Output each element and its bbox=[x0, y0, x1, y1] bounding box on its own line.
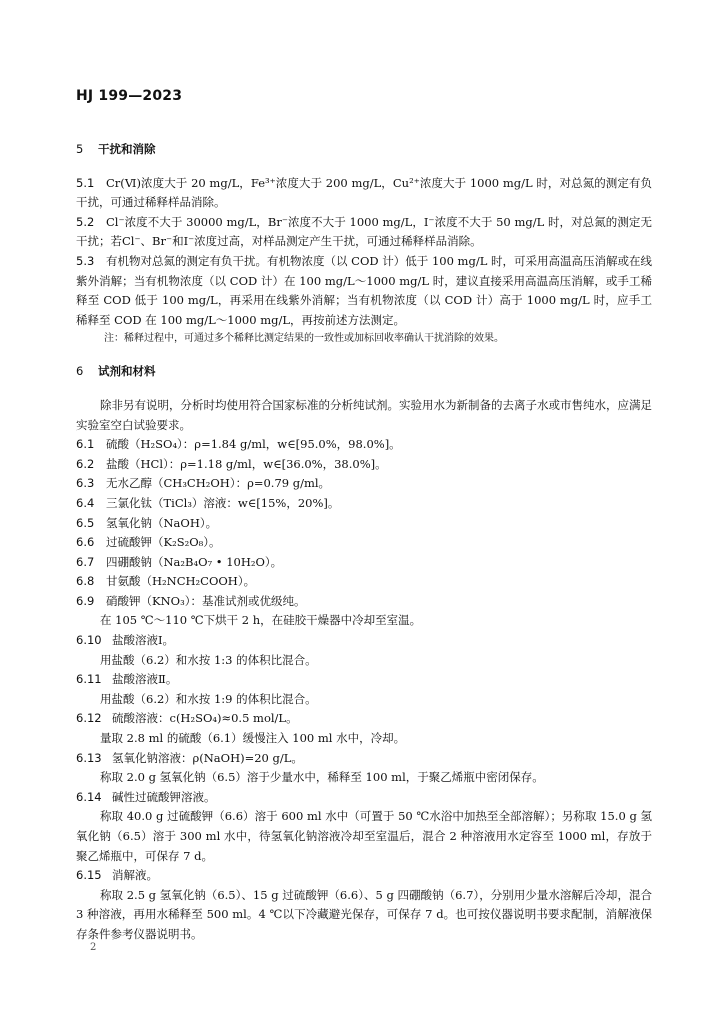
clause-number: 6.11 bbox=[76, 672, 102, 687]
clause-6-14-detail: 称取 40.0 g 过硫酸钾（6.6）溶于 600 ml 水中（可置于 50 ℃水浴中加热至全部溶解）；另称取 15.0 g 氢氧化钠（6.5）溶于 300 ml 水中，待氢氧化钠溶液冷却至室温后，混合 2 种溶液用水定容至 1000 ml，存放于聚乙烯瓶中，可保存 7 d。 bbox=[76, 809, 652, 863]
clause-6-5 bbox=[76, 514, 652, 534]
section-6-heading bbox=[76, 362, 652, 382]
document-body bbox=[76, 140, 652, 945]
clause-6-7 bbox=[76, 553, 652, 573]
clause-6-11-detail: 用盐酸（6.2）和水按 1:9 的体积比混合。 bbox=[100, 691, 317, 706]
clause-text: Cr(Ⅵ)浓度大于 20 mg/L，Fe³⁺浓度大于 200 mg/L，Cu²⁺浓度大于 1000 mg/L 时，对总氮的测定有负干扰，可通过稀释样品消除。 bbox=[76, 175, 652, 210]
section-number: 5 bbox=[76, 142, 84, 156]
clause-5-3 bbox=[76, 252, 652, 330]
clause-number: 6.12 bbox=[76, 711, 102, 726]
clause-text: Cl⁻浓度不大于 30000 mg/L，Br⁻浓度不大于 1000 mg/L，I⁻浓度不大于 50 mg/L 时，对总氮的测定无干扰；若Cl⁻、Br⁻和I⁻浓度过高，对样品测定产生干扰，可通过稀释样品消除。 bbox=[76, 214, 652, 249]
clause-text: 氢氧化钠（NaOH）。 bbox=[106, 515, 218, 530]
clause-6-3 bbox=[76, 474, 652, 494]
clause-text: 盐酸（HCl）：ρ=1.18 g/ml，w∈[36.0%，38.0%]。 bbox=[106, 456, 387, 471]
clause-6-1 bbox=[76, 435, 652, 455]
clause-6-12 bbox=[76, 709, 652, 729]
clause-text: 碱性过硫酸钾溶液。 bbox=[112, 789, 216, 804]
clause-text: 无水乙醇（CH₃CH₂OH）：ρ=0.79 g/ml。 bbox=[106, 476, 331, 491]
clause-6-15-detail: 称取 2.5 g 氢氧化钠（6.5）、15 g 过硫酸钾（6.6）、5 g 四硼酸钠（6.7），分别用少量水溶解后冷却，混合 3 种溶液，再用水稀释至 500 ml。4 ℃以下冷藏避光保存，可保存 7 d。也可按仪器说明书要求配制，消解液保存条件参考仪器说明书。 bbox=[76, 887, 652, 941]
clause-text: 消解液。 bbox=[112, 868, 158, 883]
clause-number: 6.1 bbox=[76, 437, 95, 452]
clause-6-13-detail: 称取 2.0 g 氢氧化钠（6.5）溶于少量水中，稀释至 100 ml，于聚乙烯瓶中密闭保存。 bbox=[100, 770, 544, 785]
clause-6-13 bbox=[76, 749, 652, 769]
clause-text: 硫酸（H₂SO₄）：ρ=1.84 g/ml，w∈[95.0%，98.0%]。 bbox=[106, 437, 401, 452]
section-6-intro: 除非另有说明，分析时均使用符合国家标准的分析纯试剂。实验用水为新制备的去离子水或市售纯水，应满足实验室空白试验要求。 bbox=[76, 397, 652, 432]
clause-text: 三氯化钛（TiCl₃）溶液：w∈[15%，20%]。 bbox=[106, 495, 340, 510]
clause-5-1 bbox=[76, 174, 652, 213]
clause-number: 6.8 bbox=[76, 574, 95, 589]
clause-number: 6.4 bbox=[76, 495, 95, 510]
clause-text: 盐酸溶液Ⅱ。 bbox=[112, 672, 178, 687]
clause-text: 过硫酸钾（K₂S₂O₈）。 bbox=[106, 535, 221, 550]
note bbox=[76, 330, 652, 348]
clause-text: 甘氨酸（H₂NCH₂COOH）。 bbox=[106, 574, 256, 589]
clause-text: 硝酸钾（KNO₃）：基准试剂或优级纯。 bbox=[106, 593, 306, 608]
clause-text: 硫酸溶液：c(H₂SO₄)≈0.5 mol/L。 bbox=[112, 711, 298, 726]
clause-6-8 bbox=[76, 572, 652, 592]
clause-number: 6.6 bbox=[76, 535, 95, 550]
clause-text: 四硼酸钠（Na₂B₄O₇ • 10H₂O）。 bbox=[106, 554, 283, 569]
clause-text: 盐酸溶液Ⅰ。 bbox=[112, 633, 175, 648]
section-title: 干扰和消除 bbox=[98, 142, 156, 156]
clause-number: 6.14 bbox=[76, 789, 102, 804]
note-label: 注： bbox=[104, 333, 124, 345]
clause-number: 6.5 bbox=[76, 515, 95, 530]
clause-text: 氢氧化钠溶液：ρ(NaOH)=20 g/L。 bbox=[112, 750, 303, 765]
clause-number: 6.15 bbox=[76, 868, 102, 883]
clause-6-12-detail: 量取 2.8 ml 的硫酸（6.1）缓慢注入 100 ml 水中，冷却。 bbox=[100, 731, 406, 746]
clause-6-11 bbox=[76, 670, 652, 690]
clause-number: 6.10 bbox=[76, 633, 102, 648]
note-text: 稀释过程中，可通过多个稀释比测定结果的一致性或加标回收率确认干扰消除的效果。 bbox=[124, 333, 504, 345]
standard-code-header: HJ 199—2023 bbox=[76, 88, 183, 104]
clause-6-15 bbox=[76, 866, 652, 886]
clause-6-10 bbox=[76, 631, 652, 651]
clause-6-10-detail: 用盐酸（6.2）和水按 1:3 的体积比混合。 bbox=[100, 652, 317, 667]
section-number: 6 bbox=[76, 364, 84, 379]
clause-number: 6.3 bbox=[76, 476, 95, 491]
page-number: 2 bbox=[90, 942, 97, 953]
clause-text: 有机物对总氮的测定有负干扰。有机物浓度（以 COD 计）低于 100 mg/L 时，可采用高温高压消解或在线紫外消解；当有机物浓度（以 COD 计）在 100 mg/L～1000 mg/L 时，建议直接采用高温高压消解，或手工稀释至 COD 低于 100 mg/L，再采用在线紫外消解；当有机物浓度（以 COD 计）高于 1000 mg/L 时，应手工稀释至 COD 在 100 mg/L～1000 mg/L，再按前述方法测定。 bbox=[76, 253, 652, 327]
clause-6-4 bbox=[76, 494, 652, 514]
section-5-heading bbox=[76, 140, 652, 160]
clause-6-9-detail: 在 105 ℃～110 ℃下烘干 2 h，在硅胶干燥器中冷却至室温。 bbox=[100, 613, 422, 628]
clause-6-9 bbox=[76, 592, 652, 612]
clause-number: 5.2 bbox=[76, 214, 95, 229]
clause-6-14 bbox=[76, 788, 652, 808]
clause-number: 6.9 bbox=[76, 593, 95, 608]
clause-number: 5.3 bbox=[76, 253, 95, 268]
clause-number: 6.2 bbox=[76, 456, 95, 471]
clause-number: 5.1 bbox=[76, 175, 95, 190]
clause-6-6 bbox=[76, 533, 652, 553]
clause-number: 6.13 bbox=[76, 750, 102, 765]
clause-5-2 bbox=[76, 213, 652, 252]
clause-6-2 bbox=[76, 455, 652, 475]
section-title: 试剂和材料 bbox=[98, 364, 156, 379]
clause-number: 6.7 bbox=[76, 554, 95, 569]
